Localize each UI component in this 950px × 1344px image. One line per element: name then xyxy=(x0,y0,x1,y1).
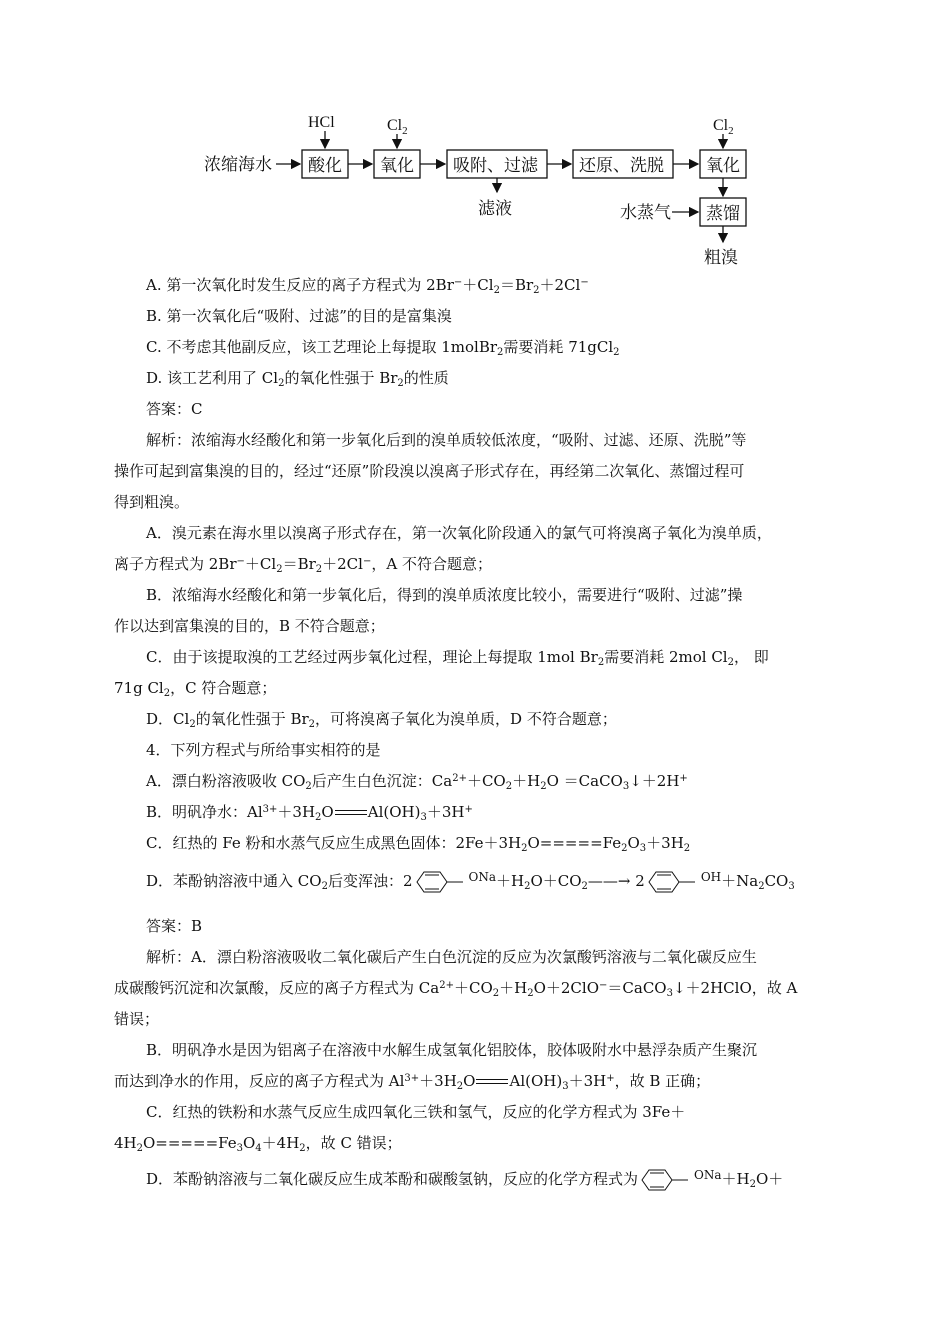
explanation-a: A．溴元素在海水里以溴离子形式存在，第一次氧化阶段通入的氯气可将溴离子氧化为溴单质， xyxy=(146,524,772,542)
bromine-extraction-flowchart xyxy=(0,0,950,275)
explanation-2-d: D．苯酚钠溶液与二氧化碳反应生成苯酚和碳酸氢钠，反应的化学方程式为 $^{ONa}+H_2O+$ xyxy=(146,1167,783,1193)
option-a: A. 第一次氧化时发生反应的离子方程式为 $2Br^-+Cl_2=Br_2+2Cl^-$ xyxy=(146,276,589,296)
option-d: D. 该工艺利用了 $Cl_2$的氧化性强于 $Br_2$的性质 xyxy=(146,369,449,389)
explanation-b: B．浓缩海水经酸化和第一步氧化后，得到的溴单质浓度比较小，需要进行“吸附、过滤”操 xyxy=(146,586,743,604)
explanation-2-a: 解析：A．漂白粉溶液吸收二氧化碳后产生白色沉淀的反应为次氯酸钙溶液与二氧化碳反应生 xyxy=(146,948,757,966)
equilibrium-arrow-icon xyxy=(334,807,368,819)
explanation-2-c-line2: $4H_2O=====Fe_3O_4+4H_2$，故 C 错误； xyxy=(114,1134,402,1154)
label-steam: 水蒸气 xyxy=(620,203,671,223)
option-b: B. 第一次氧化后“吸附、过滤”的目的是富集溴 xyxy=(146,307,452,325)
label-product: 粗溴 xyxy=(704,248,738,268)
explanation-2-a-line3: 错误； xyxy=(114,1010,160,1028)
label-filtrate: 滤液 xyxy=(478,199,512,219)
label-oxidize-2: 氧化 xyxy=(706,156,740,176)
answer-2: 答案：B xyxy=(146,917,203,935)
explanation-2-c: C．红热的铁粉和水蒸气反应生成四氧化三铁和氢气，反应的化学方程式为 3Fe＋ xyxy=(146,1103,686,1121)
q4-option-b: B．明矾净水：$Al^{3+}+3H_2O$ $Al(OH)_3+3H^+$ xyxy=(146,803,473,823)
q4-option-d: D．苯酚钠溶液中通入 $CO_2$后变浑浊：2 $^{ONa}+H_2O+CO_2——\to 2$ $^{OH}+Na_2CO_3$ xyxy=(146,869,795,895)
reagent-cl2-a: $Cl_2$ xyxy=(387,117,408,137)
label-acidify: 酸化 xyxy=(308,156,342,176)
reagent-cl2-b: $Cl_2$ xyxy=(713,117,734,137)
option-c: C. 不考虑其他副反应，该工艺理论上每提取 1molBr$_2$需要消耗 71gCl$_2$ xyxy=(146,338,620,358)
explanation-b-line2: 作以达到富集溴的目的，B 不符合题意； xyxy=(114,617,385,635)
explanation-1-line3: 得到粗溴。 xyxy=(114,493,190,511)
explanation-d: D．$Cl_2$的氧化性强于 $Br_2$，可将溴离子氧化为溴单质，D 不符合题意； xyxy=(146,710,617,730)
explanation-a-line2: 离子方程式为 $2Br^-+Cl_2=Br_2+2Cl^-$，A 不符合题意； xyxy=(114,555,492,575)
explanation-1: 解析：浓缩海水经酸化和第一步氧化后到的溴单质较低浓度，“吸附、过滤、还原、洗脱”等 xyxy=(146,431,747,449)
q4-option-c: C．红热的 Fe 粉和水蒸气反应生成黑色固体：$2Fe+3H_2O=====Fe_2O_3+3H_2$ xyxy=(146,834,691,854)
explanation-2-b: B．明矾净水是因为铝离子在溶液中水解生成氢氧化铝胶体，胶体吸附水中悬浮杂质产生聚沉 xyxy=(146,1041,758,1059)
explanation-2-a-line2: 成碳酸钙沉淀和次氯酸，反应的离子方程式为 $Ca^{2+}+CO_2+H_2O+2ClO^-=CaCO_3↓+2HClO$，故 A xyxy=(114,979,798,999)
explanation-2-b-line2: 而达到净水的作用，反应的离子方程式为 $Al^{3+}+3H_2O$ $Al(OH)_3+3H^+$，故 B 正确； xyxy=(114,1072,711,1092)
explanation-1-line2: 操作可起到富集溴的目的，经过“还原”阶段溴以溴离子形式存在，再经第二次氧化、蒸馏过程可 xyxy=(114,462,745,480)
explanation-c: C．由于该提取溴的工艺经过两步氧化过程，理论上每提取 1mol $Br_2$需要消耗 2mol $Cl_2$， 即 xyxy=(146,648,769,668)
label-adsorb-filter: 吸附、过滤 xyxy=(453,156,538,176)
answer-1: 答案：C xyxy=(146,400,203,418)
equilibrium-arrow-icon xyxy=(475,1076,509,1088)
label-distill: 蒸馏 xyxy=(706,204,740,224)
label-oxidize-1: 氧化 xyxy=(380,156,414,176)
benzene-ring-icon xyxy=(645,869,701,895)
label-reduce-elute: 还原、洗脱 xyxy=(579,156,664,176)
benzene-ring-icon xyxy=(638,1167,694,1193)
explanation-c-line2: 71g $Cl_2$，C 符合题意； xyxy=(114,679,277,699)
reagent-hcl: HCl xyxy=(308,114,335,131)
q4-option-a: A．漂白粉溶液吸收 $CO_2$后产生白色沉淀：$Ca^{2+}+CO_2+H_2O$ ＝CaCO$_3$↓＋2H+ xyxy=(146,772,688,792)
benzene-ring-icon xyxy=(413,869,469,895)
flow-start: 浓缩海水 xyxy=(204,155,272,175)
question-4: 4．下列方程式与所给事实相符的是 xyxy=(146,741,381,759)
